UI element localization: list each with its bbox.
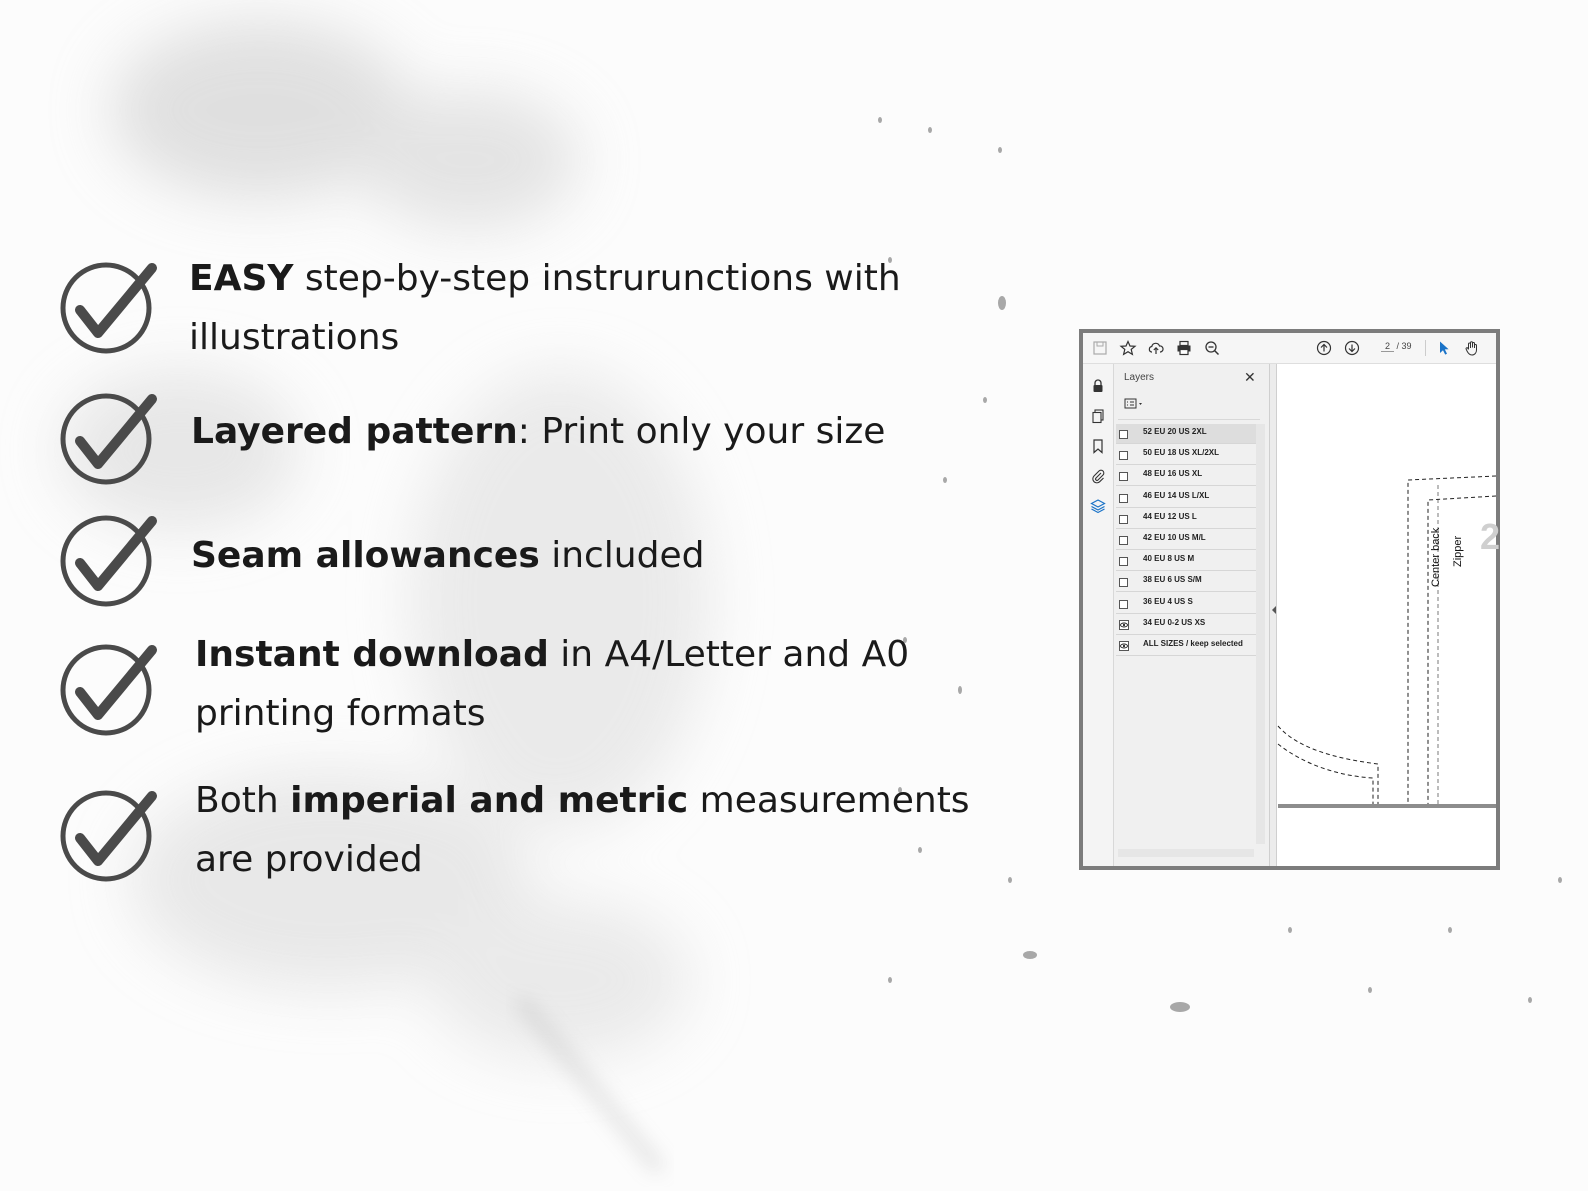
page-down-icon[interactable]: [1343, 339, 1361, 357]
layer-label: 44 EU 12 US L: [1143, 511, 1197, 521]
pages-icon[interactable]: [1090, 408, 1106, 424]
feature-bold: Instant download: [195, 634, 549, 675]
options-menu-icon[interactable]: [1124, 397, 1150, 411]
feature-line2: printing formats: [195, 693, 486, 734]
layer-label: 40 EU 8 US M: [1143, 554, 1195, 564]
document-page: [1278, 364, 1501, 866]
panel-title: Layers: [1124, 372, 1155, 383]
pdf-viewer-screenshot: [1079, 329, 1500, 870]
page-total: / 39: [1396, 341, 1412, 351]
pattern-lines: [1278, 364, 1501, 866]
layer-label: 50 EU 18 US XL/2XL: [1143, 448, 1220, 458]
lock-icon[interactable]: [1090, 378, 1106, 394]
eye-icon[interactable]: [1119, 620, 1129, 630]
layer-visibility-checkbox[interactable]: [1119, 451, 1128, 460]
layer-visibility-checkbox[interactable]: [1119, 600, 1128, 609]
svg-text:2: 2: [1480, 516, 1501, 557]
print-icon[interactable]: [1175, 339, 1193, 357]
panel-horizontal-scrollbar[interactable]: [1118, 849, 1254, 857]
feature-text: [189, 249, 901, 367]
layer-label: 52 EU 20 US 2XL: [1143, 427, 1207, 436]
feature-rest: : Print only your size: [517, 411, 886, 452]
bookmark-icon[interactable]: [1090, 438, 1106, 454]
layers-panel: [1114, 364, 1269, 866]
star-icon[interactable]: [1119, 339, 1137, 357]
cloud-upload-icon[interactable]: [1147, 339, 1165, 357]
checkmark-circle-icon: [60, 786, 156, 882]
layer-label: 34 EU 0-2 US XS: [1143, 617, 1206, 627]
layer-visibility-checkbox[interactable]: [1119, 557, 1128, 566]
panel-splitter[interactable]: [1269, 364, 1277, 866]
checkmark-circle-icon: [60, 258, 156, 354]
eye-icon[interactable]: [1119, 641, 1129, 651]
attachment-icon[interactable]: [1090, 468, 1106, 484]
close-icon[interactable]: ✕: [1244, 369, 1256, 385]
layer-row[interactable]: [1116, 445, 1256, 465]
layer-visibility-checkbox[interactable]: [1119, 472, 1128, 481]
feature-text: [191, 526, 704, 585]
layer-label: 46 EU 14 US L/XL: [1143, 490, 1210, 500]
page-current[interactable]: 2: [1381, 341, 1394, 352]
save-icon[interactable]: [1091, 339, 1109, 357]
layer-row[interactable]: [1116, 488, 1256, 508]
hand-tool-icon[interactable]: [1463, 339, 1481, 357]
panel-divider: [1118, 419, 1260, 420]
layer-label: 48 EU 16 US XL: [1143, 469, 1203, 479]
feature-rest: step-by-step instrurunctions with: [293, 258, 901, 299]
page-up-icon[interactable]: [1315, 339, 1333, 357]
layer-label: ALL SIZES / keep selected: [1143, 639, 1243, 648]
layer-label: 42 EU 10 US M/L: [1143, 533, 1206, 542]
layer-visibility-checkbox[interactable]: [1119, 578, 1128, 587]
layer-row[interactable]: [1116, 636, 1256, 656]
layer-row[interactable]: [1116, 509, 1256, 529]
select-arrow-icon[interactable]: [1435, 339, 1453, 357]
feature-bold: Layered pattern: [191, 411, 518, 452]
panel-scrollbar[interactable]: [1256, 424, 1265, 844]
checkmark-circle-icon: [60, 389, 156, 485]
feature-bold: imperial and metric: [290, 780, 689, 821]
center-back-label: Center back: [1430, 527, 1442, 587]
zipper-label: Zipper: [1452, 535, 1464, 567]
layer-label: 38 EU 6 US S/M: [1143, 575, 1202, 585]
feature-text: [195, 625, 909, 743]
layer-row[interactable]: [1116, 530, 1256, 550]
feature-bold: Seam allowances: [191, 535, 540, 576]
layer-visibility-checkbox[interactable]: [1119, 430, 1128, 439]
layer-row[interactable]: [1116, 466, 1256, 486]
feature-rest: in A4/Letter and A0: [548, 634, 910, 675]
page-indicator[interactable]: [1381, 341, 1412, 351]
layers-icon[interactable]: [1090, 498, 1106, 514]
toolbar-separator: [1425, 340, 1426, 356]
checkmark-circle-icon: [60, 511, 156, 607]
navigation-rail: [1083, 364, 1114, 866]
feature-line2: illustrations: [189, 317, 400, 358]
checkmark-circle-icon: [60, 640, 156, 736]
collapse-arrow-icon[interactable]: [1271, 606, 1277, 614]
layer-visibility-checkbox[interactable]: [1119, 515, 1128, 524]
layer-row[interactable]: [1116, 424, 1256, 444]
layer-row[interactable]: [1116, 594, 1256, 614]
feature-line2: are provided: [195, 839, 423, 880]
layer-visibility-checkbox[interactable]: [1119, 494, 1128, 503]
layer-row[interactable]: [1116, 615, 1256, 635]
feature-pre: Both: [195, 780, 291, 821]
layer-row[interactable]: [1116, 551, 1256, 571]
viewer-toolbar: [1083, 333, 1496, 364]
feature-rest: included: [539, 535, 705, 576]
feature-rest: measurements: [688, 780, 970, 821]
layer-row[interactable]: [1116, 572, 1256, 592]
zoom-out-icon[interactable]: [1203, 339, 1221, 357]
feature-text: [195, 771, 970, 889]
feature-text: [191, 402, 885, 461]
layer-visibility-checkbox[interactable]: [1119, 536, 1128, 545]
layer-label: 36 EU 4 US S: [1143, 596, 1193, 606]
feature-bold: EASY: [189, 258, 294, 299]
